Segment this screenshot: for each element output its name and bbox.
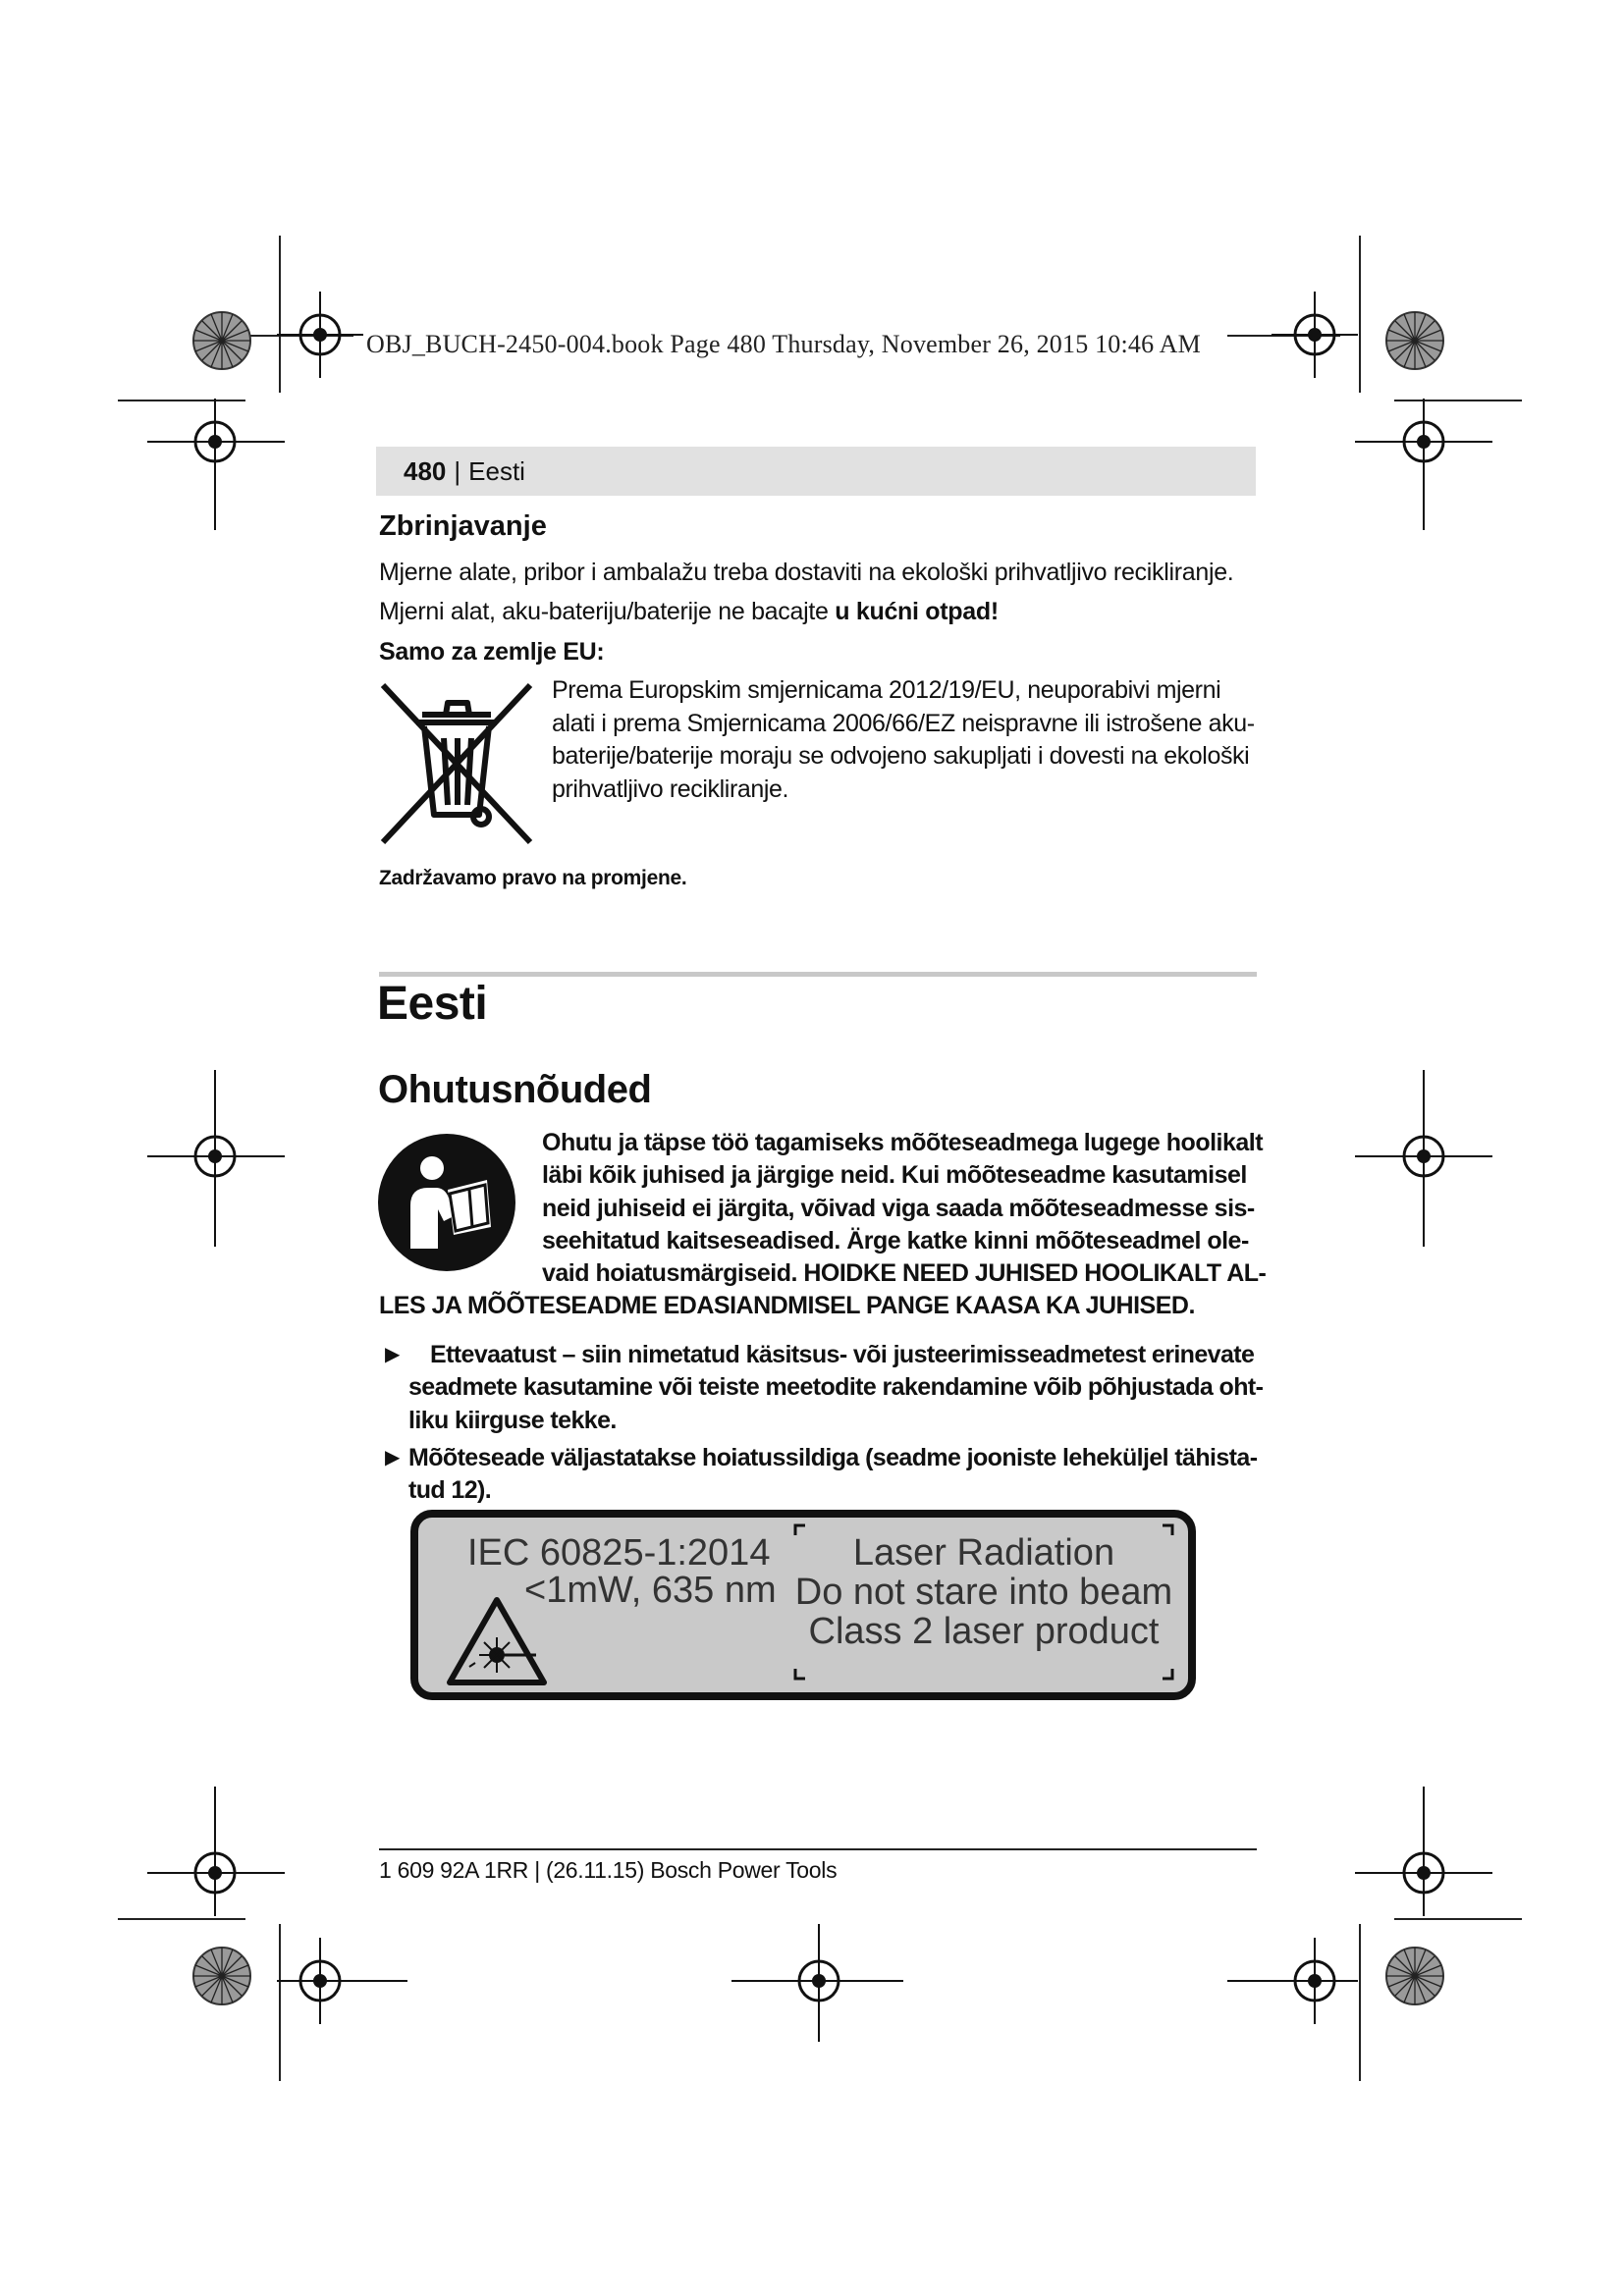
section-title: Eesti — [377, 978, 488, 1030]
label-standard: IEC 60825-1:2014 — [467, 1532, 771, 1574]
eu-countries-label: Samo za zemlje EU: — [379, 638, 605, 666]
weee-text-line: alati i prema Smjernicama 2006/66/EZ neispravne ili istrošene aku- — [552, 709, 1255, 737]
disposal-heading: Zbrinjavanje — [379, 510, 547, 542]
weee-text-line: Prema Europskim smjernicama 2012/19/EU, neuporabivi mjerni — [552, 676, 1221, 704]
safety-bullet-1 — [379, 1339, 1263, 1437]
bullet-line: seadmete kasutamine või teiste meetodite rakendamine võib põhjustada oht- — [408, 1373, 1264, 1402]
weee-directive-text — [552, 674, 1259, 806]
footer-rule — [379, 1848, 1257, 1850]
disposal-line-2 — [379, 598, 999, 626]
footer-text: 1 609 92A 1RR | (26.11.15) Bosch Power Tools — [379, 1857, 838, 1883]
page-header — [376, 447, 1256, 496]
bullet-line: Ettevaatust – siin nimetatud käsitsus- või justeerimisseadmetest erinevate — [430, 1341, 1255, 1368]
safety-intro-line: Ohutu ja täpse töö tagamiseks mõõteseadmega lugege hoolikalt — [542, 1129, 1264, 1156]
section-divider — [379, 972, 1257, 977]
bullet-arrow-icon: ▶ — [385, 1344, 400, 1365]
safety-bullet-2 — [379, 1442, 1263, 1508]
safety-intro-line: läbi kõik juhised ja järgige neid. Kui mõõteseadme kasutamisel — [542, 1161, 1247, 1190]
label-line-2: Do not stare into beam — [794, 1572, 1173, 1613]
safety-intro-line: LES JA MÕÕTESEADME EDASIANDMISEL PANGE KAASA KA JUHISED. — [379, 1292, 1195, 1320]
page-header-separator: | — [454, 455, 461, 486]
reserve-changes-note: Zadržavamo pravo na promjene. — [379, 867, 687, 889]
page-number: 480 — [404, 455, 447, 486]
weee-text-line: prihvatljivo recikliranje. — [552, 774, 789, 803]
bullet-line: tud 12). — [408, 1476, 492, 1505]
crossed-out-wheelie-bin-icon — [377, 679, 536, 848]
label-line-3: Class 2 laser product — [808, 1611, 1160, 1652]
label-line-1: Laser Radiation — [852, 1532, 1115, 1574]
bullet-arrow-icon: ▶ — [385, 1447, 400, 1468]
weee-text-line: baterije/baterije moraju se odvojeno sakupljati i dovesti na ekološki — [552, 742, 1250, 770]
laser-warning-label — [410, 1510, 1196, 1700]
disposal-line-2-emphasis: u kućni otpad! — [835, 598, 999, 625]
disposal-line-1: Mjerne alate, pribor i ambalažu treba dostaviti na ekološki prihvatljivo recikliranje. — [379, 559, 1234, 586]
disposal-line-2-text: Mjerni alat, aku-bateriju/baterije ne bacajte — [379, 598, 836, 625]
safety-intro — [379, 1127, 1267, 1323]
bullet-line: liku kiirguse tekke. — [408, 1406, 617, 1434]
safety-heading: Ohutusnõuded — [378, 1068, 652, 1111]
safety-intro-line: neid juhiseid ei järgita, võivad viga saada mõõteseadmesse sis- — [542, 1194, 1255, 1222]
page-header-title: Eesti — [468, 455, 525, 486]
safety-intro-line: vaid hoiatusmärgiseid. HOIDKE NEED JUHISED HOOLIKALT AL- — [542, 1259, 1267, 1288]
bullet-line: Mõõteseade väljastatakse hoiatussildiga (seadme jooniste leheküljel tähista- — [408, 1444, 1258, 1471]
print-job-header: OBJ_BUCH-2450-004.book Page 480 Thursday, November 26, 2015 10:46 AM — [366, 330, 1201, 358]
safety-intro-line: seehitatud kaitseseadised. Ärge katke kinni mõõteseadmel ole- — [542, 1226, 1249, 1255]
label-power: <1mW, 635 nm — [524, 1570, 777, 1611]
